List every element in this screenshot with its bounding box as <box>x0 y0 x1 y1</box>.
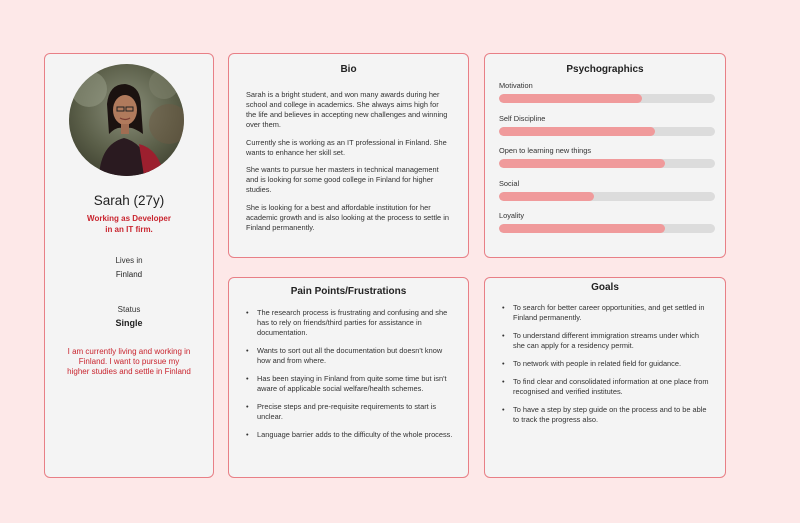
status-value: Single <box>115 318 143 328</box>
psychographics-card <box>484 53 726 258</box>
profile-card <box>44 53 214 478</box>
list-item: • Language barrier adds to the difficulty of the whole process. <box>243 430 454 440</box>
psychographic-label: Social <box>499 179 520 188</box>
bio-title: Bio <box>340 64 357 75</box>
persona-name: Sarah (27y) <box>93 193 165 208</box>
list-item: • To understand different immigration streams under which she can apply for a residency permit. <box>499 331 711 351</box>
psychographic-bar-track <box>499 159 715 168</box>
goals-title: Goals <box>591 282 619 293</box>
psychographic-item <box>499 179 715 201</box>
bio-paragraph: Currently she is working as an IT professional in Finland. She wants to enhance her skill set. <box>246 137 447 157</box>
list-item: • To network with people in related field for guidance. <box>499 359 711 369</box>
pain-points-title: Pain Points/Frustrations <box>290 286 407 297</box>
list-item: • Has been staying in Finland from quite some time but isn't aware of applicable social welfare/health schemes. <box>243 374 454 394</box>
list-item: • The research process is frustrating and confusing and she has to rely on friends/third parties for assistance in documentation. <box>243 308 454 338</box>
psychographic-label: Loyality <box>499 211 525 220</box>
lives-label: Lives in <box>115 256 143 265</box>
psychographic-item <box>499 81 715 103</box>
psychographic-bar-fill <box>499 159 665 168</box>
psychographic-label: Open to learning new things <box>499 146 592 155</box>
goals-card <box>484 277 726 478</box>
lives-value: Finland <box>115 270 143 279</box>
bio-card <box>228 53 469 258</box>
list-item: • To search for better career opportunities, and get settled in Finland permanently. <box>499 303 711 323</box>
list-item: • To have a step by step guide on the process and to be able to track the progress also. <box>499 405 711 425</box>
psychographics-title: Psychographics <box>566 64 644 75</box>
psychographic-label: Self Discipline <box>499 114 546 123</box>
avatar-photo <box>69 64 184 176</box>
psychographic-bar-fill <box>499 192 594 201</box>
psychographic-item <box>499 114 715 136</box>
bio-text <box>246 90 450 240</box>
bio-paragraph: She wants to pursue her masters in technical management and is looking for some good college in Finland for higher studies. <box>246 165 439 195</box>
goals-list <box>499 303 711 433</box>
persona-job-line1: Working as Developer <box>87 214 171 223</box>
psychographic-bar-track <box>499 94 715 103</box>
psychographic-item <box>499 146 715 168</box>
psychographic-label: Motivation <box>499 81 533 90</box>
pain-points-list <box>243 308 454 448</box>
psychographic-bar-fill <box>499 224 665 233</box>
bio-paragraph: Sarah is a bright student, and won many awards during her school and college in academics. She always aims high for the life and believes in accepting new challenges and winning over them. <box>246 90 448 129</box>
status-label: Status <box>117 305 141 314</box>
psychographic-item <box>499 211 715 233</box>
bio-paragraph: She is looking for a best and affordable institution for her academic growth and is also looking at the process to settle in Finland permanently. <box>246 202 449 232</box>
psychographic-bar-fill <box>499 127 655 136</box>
persona-job <box>45 214 213 235</box>
list-item: • Wants to sort out all the documentation but doesn't know how and from where. <box>243 346 454 366</box>
psychographic-bar-fill <box>499 94 642 103</box>
psychographic-bar-track <box>499 192 715 201</box>
list-item: • Precise steps and pre-requisite requirements to start is unclear. <box>243 402 454 422</box>
persona-job-line2: in an IT firm. <box>105 224 153 234</box>
psychographic-bar-track <box>499 127 715 136</box>
list-item: • To find clear and consolidated information at one place from recognised and verified institutes. <box>499 377 711 397</box>
pain-points-card <box>228 277 469 478</box>
psychographic-bar-track <box>499 224 715 233</box>
avatar <box>69 64 184 176</box>
persona-quote: I am currently living and working in Finland. I want to pursue my higher studies and settle in Finland <box>67 347 191 377</box>
